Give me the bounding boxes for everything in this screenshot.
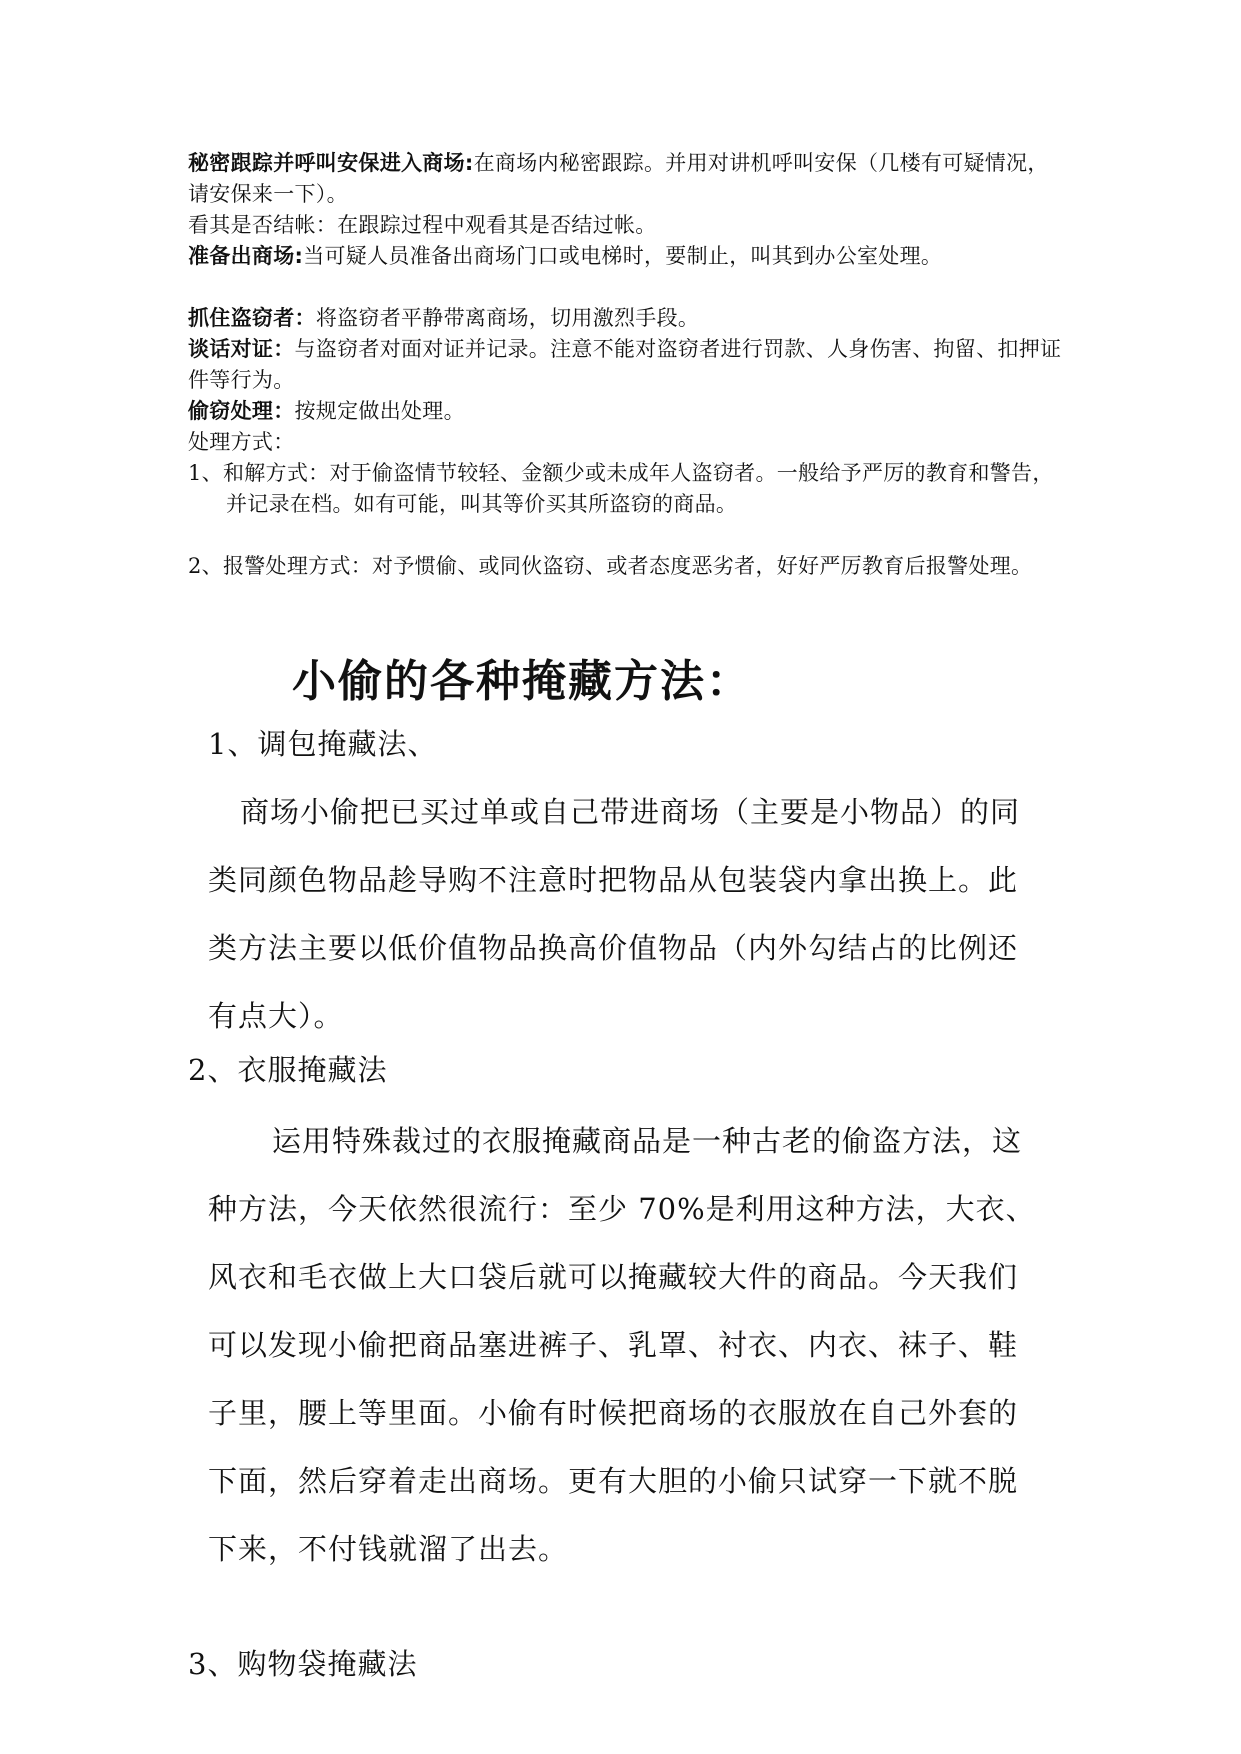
step-text: 看其是否结帐：在跟踪过程中观看其是否结过帐。 [188,213,657,237]
procedure-section [188,148,1068,582]
handling-method-2: 2、报警处理方式：对予惯偷、或同伙盗窃、或者态度恶劣者，好好严厉教育后报警处理。 [188,554,1033,578]
section1-body: 商场小偷把已买过单或自己带进商场（主要是小物品）的同类同颜色物品趁导购不注意时把物品从包装袋内拿出换上。此类方法主要以低价值物品换高价值物品（内外勾结占的比例还有点大）。 [208,795,1021,1033]
step-text: 当可疑人员准备出商场门口或电梯时，要制止，叫其到办公室处理。 [303,244,943,268]
spacer [188,272,1068,303]
procedure-step-exit [188,241,1068,272]
spacer [188,520,1068,551]
step-label: 秘密跟踪并呼叫安保进入商场: [188,151,474,175]
procedure-step-follow [188,148,1068,210]
procedure-step-talk [188,334,1068,396]
handling-methods-label: 处理方式： [188,430,295,454]
step-label: 抓住盗窃者： [188,306,316,330]
step-label: 准备出商场: [188,244,304,268]
procedure-step-handle [188,396,1068,427]
step-text: 在商场内秘密跟踪。并用对讲机呼叫安保（几楼有可疑情况，请安保来一下）。 [188,151,1049,206]
handling-method-1: 1、和解方式：对于偷盗情节较轻、金额少或未成年人盗窃者。一般给予严厉的教育和警告，并记录在档。如有可能，叫其等价买其所盗窃的商品。 [188,461,1054,516]
step-text: 按规定做出处理。 [294,399,465,423]
section2-heading: 2、衣服掩藏法 [188,1053,388,1087]
main-title: 小偷的各种掩藏方法： [292,656,752,707]
step-label: 谈话对证： [188,337,295,361]
section3-heading: 3、购物袋掩藏法 [188,1647,418,1681]
section1-heading: 1、调包掩藏法、 [208,727,438,761]
step-label: 偷窃处理： [188,399,295,423]
procedure-step-check [188,210,1068,241]
procedure-step-catch [188,303,1068,334]
step-text: 与盗窃者对面对证并记录。注意不能对盗窃者进行罚款、人身伤害、拘留、扣押证件等行为。 [188,337,1062,392]
step-text: 将盗窃者平静带离商场，切用激烈手段。 [315,306,700,330]
section2-body: 运用特殊裁过的衣服掩藏商品是一种古老的偷盗方法，这种方法，今天依然很流行：至少 70%是利用这种方法，大衣、风衣和毛衣做上大口袋后就可以掩藏较大件的商品。今天我们可以发现小偷把商品塞进裤子、乳罩、衬衣、内衣、袜子、鞋子里，腰上等里面。小偷有时候把商场的衣服放在自己外套的下面，然后穿着走出商场。更有大胆的小偷只试穿一下就不脱下来，不付钱就溜了出去。 [208,1124,1036,1566]
